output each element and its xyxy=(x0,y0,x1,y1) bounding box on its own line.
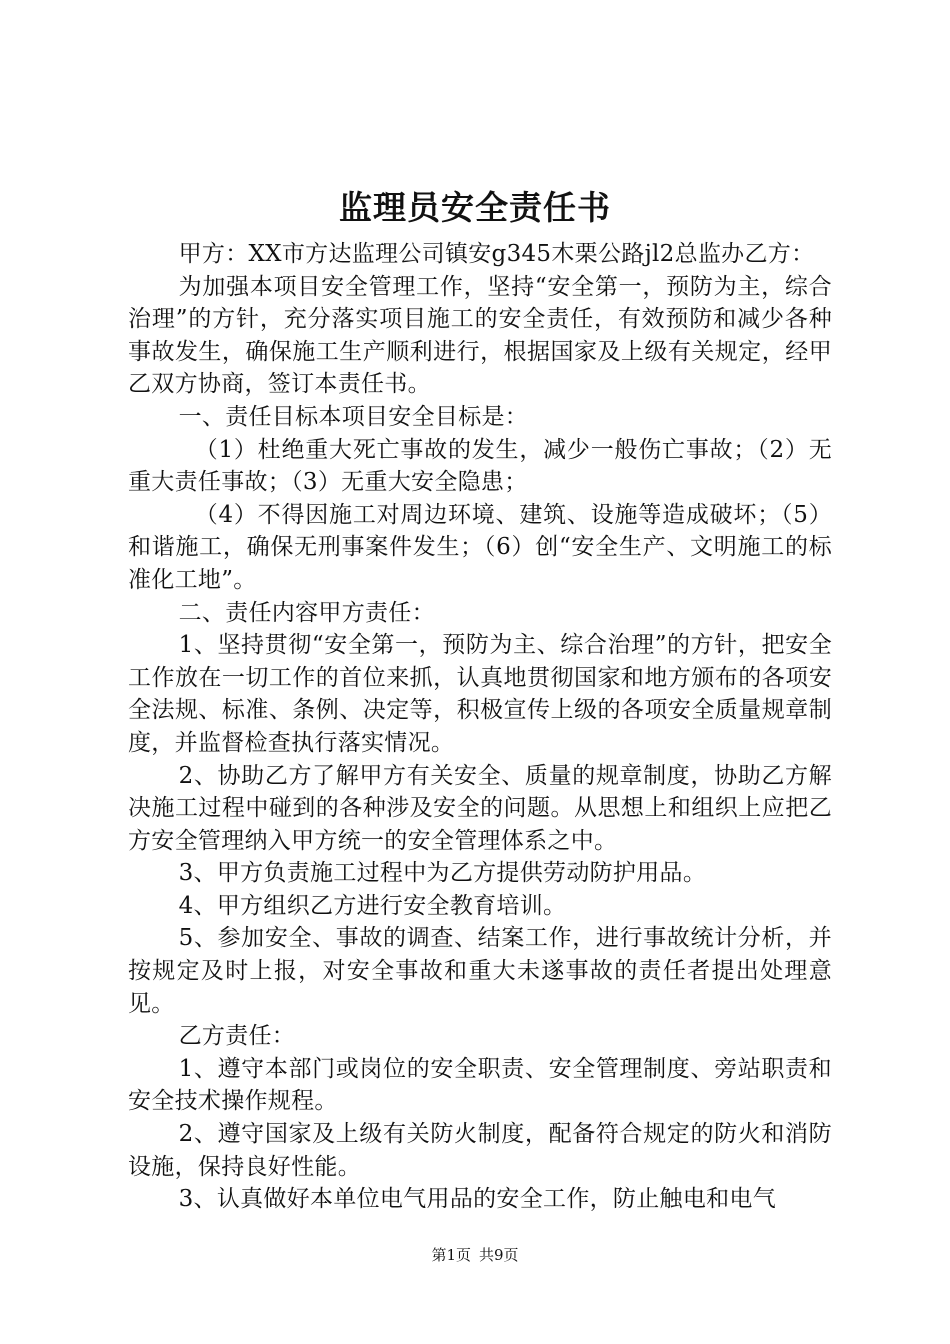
party-b-item: 2、遵守国家及上级有关防火制度，配备符合规定的防火和消防设施，保持良好性能。 xyxy=(128,1121,832,1180)
party-a-item: 4、甲方组织乙方进行安全教育培训。 xyxy=(178,892,567,919)
goal-item: （1）杜绝重大死亡事故的发生，减少一般伤亡事故；（2）无重大责任事故；（3）无重大安全隐患； xyxy=(128,436,832,496)
page-number: 第1页 xyxy=(431,1246,471,1264)
intro-paragraph: 为加强本项目安全管理工作，坚持“安全第一，预防为主，综合治理”的方针，充分落实项目施工的安全责任，有效预防和减少各种事故发生，确保施工生产顺利进行，根据国家及上级有关规定，经甲乙双方协商，签订本责任书。 xyxy=(128,273,832,398)
party-b-item: 3、认真做好本单位电气用品的安全工作，防止触电和电气 xyxy=(178,1186,777,1213)
goal-item: （4）不得因施工对周边环境、建筑、设施等造成破坏；（5）和谐施工，确保无刑事案件发生；（6）创“安全生产、文明施工的标准化工地”。 xyxy=(128,501,832,593)
section-heading-goals: 一、责任目标本项目安全目标是： xyxy=(178,403,529,430)
section-heading-party-b: 乙方责任： xyxy=(178,1023,296,1050)
document-body xyxy=(128,238,832,1216)
page-footer xyxy=(0,1244,950,1266)
party-b-item: 1、遵守本部门或岗位的安全职责、安全管理制度、旁站职责和安全技术操作规程。 xyxy=(128,1055,832,1115)
party-a-item: 3、甲方负责施工过程中为乙方提供劳动防护用品。 xyxy=(178,860,707,887)
party-a-item: 1、坚持贯彻“安全第一，预防为主、综合治理”的方针，把安全工作放在一切工作的首位来抓，认真地贯彻国家和地方颁布的各项安全法规、标准、条例、决定等，积极宣传上级的各项安全质量规章制度，并监督检查执行落实情况。 xyxy=(128,632,832,756)
party-a-item: 5、参加安全、事故的调查、结案工作，进行事故统计分析，并按规定及时上报，对安全事故和重大未遂事故的责任者提出处理意见。 xyxy=(128,925,832,1017)
section-heading-party-a: 二、责任内容甲方责任： xyxy=(178,599,435,626)
document-title: 监理员安全责任书 xyxy=(339,188,611,227)
page-total: 共9页 xyxy=(479,1246,519,1264)
party-line: 甲方：XX市方达监理公司镇安g345木栗公路jl2总监办乙方： xyxy=(178,241,815,267)
party-a-item: 2、协助乙方了解甲方有关安全、质量的规章制度，协助乙方解决施工过程中碰到的各种涉及安全的问题。从思想上和组织上应把乙方安全管理纳入甲方统一的安全管理体系之中。 xyxy=(128,762,832,854)
